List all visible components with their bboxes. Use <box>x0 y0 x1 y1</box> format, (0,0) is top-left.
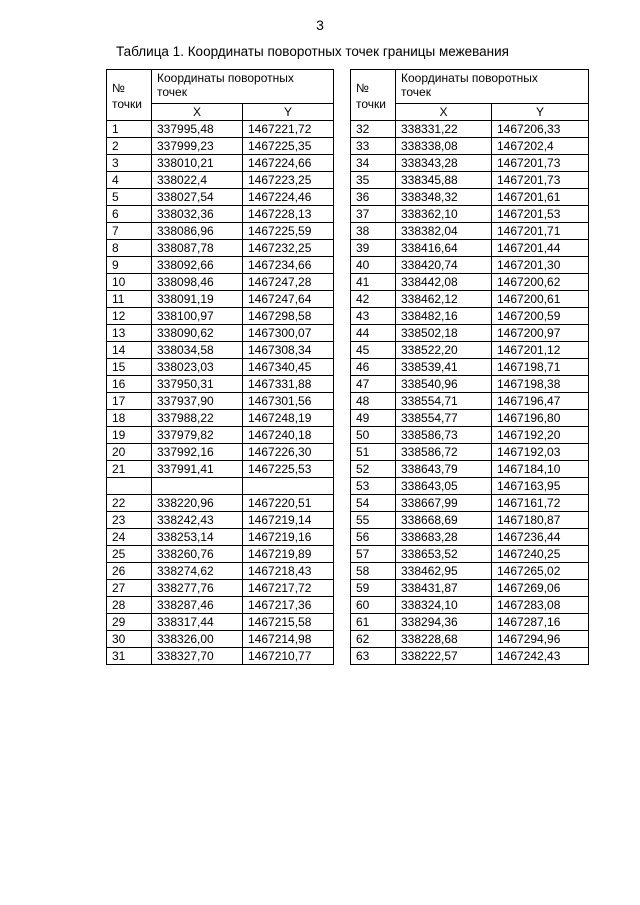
y-coordinate-cell: 1467200,59 <box>492 308 589 325</box>
y-coordinate-cell: 1467247,64 <box>243 291 334 308</box>
point-number-cell: 51 <box>351 444 396 461</box>
table-row <box>107 376 334 393</box>
point-number-cell: 29 <box>107 614 152 631</box>
header-point-number <box>351 70 396 121</box>
y-coordinate-cell: 1467219,89 <box>243 546 334 563</box>
y-coordinate-cell: 1467201,44 <box>492 240 589 257</box>
x-coordinate-cell: 338331,22 <box>396 121 492 138</box>
point-number-cell: 38 <box>351 223 396 240</box>
table-row <box>351 342 589 359</box>
y-coordinate-cell: 1467228,13 <box>243 206 334 223</box>
point-number-cell: 56 <box>351 529 396 546</box>
header-point-number <box>107 70 152 121</box>
y-coordinate-cell: 1467300,07 <box>243 325 334 342</box>
x-coordinate-cell: 338442,08 <box>396 274 492 291</box>
table-row <box>351 580 589 597</box>
point-number-cell: 24 <box>107 529 152 546</box>
point-number-cell: 42 <box>351 291 396 308</box>
y-coordinate-cell: 1467198,71 <box>492 359 589 376</box>
point-number-cell: 54 <box>351 495 396 512</box>
table-row <box>107 614 334 631</box>
x-coordinate-cell: 338586,73 <box>396 427 492 444</box>
table-row <box>107 410 334 427</box>
x-coordinate-cell: 338540,96 <box>396 376 492 393</box>
point-number-cell: 13 <box>107 325 152 342</box>
x-coordinate-cell: 338090,62 <box>152 325 243 342</box>
x-coordinate-cell: 338098,46 <box>152 274 243 291</box>
x-coordinate-cell: 338023,03 <box>152 359 243 376</box>
x-coordinate-cell: 338277,76 <box>152 580 243 597</box>
x-coordinate-cell: 338324,10 <box>396 597 492 614</box>
x-coordinate-cell: 338010,21 <box>152 155 243 172</box>
table-row <box>351 274 589 291</box>
header-point-word: точки <box>112 97 142 111</box>
x-coordinate-cell: 338586,72 <box>396 444 492 461</box>
table-row <box>351 427 589 444</box>
point-number-cell: 3 <box>107 155 152 172</box>
point-number-cell: 58 <box>351 563 396 580</box>
x-coordinate-cell: 337992,16 <box>152 444 243 461</box>
y-coordinate-cell: 1467287,16 <box>492 614 589 631</box>
point-number-cell: 26 <box>107 563 152 580</box>
table-row <box>107 461 334 478</box>
x-coordinate-cell: 338643,05 <box>396 478 492 495</box>
point-number-cell: 55 <box>351 512 396 529</box>
y-coordinate-cell: 1467201,73 <box>492 155 589 172</box>
y-coordinate-cell: 1467215,58 <box>243 614 334 631</box>
table-row <box>107 478 334 495</box>
coordinates-table-left <box>106 69 334 665</box>
point-number-cell: 57 <box>351 546 396 563</box>
point-number-cell: 6 <box>107 206 152 223</box>
x-coordinate-cell: 337979,82 <box>152 427 243 444</box>
point-number-cell: 35 <box>351 172 396 189</box>
x-coordinate-cell: 338228,68 <box>396 631 492 648</box>
table-row <box>351 359 589 376</box>
y-coordinate-cell: 1467223,25 <box>243 172 334 189</box>
x-coordinate-cell: 338462,12 <box>396 291 492 308</box>
y-coordinate-cell: 1467240,25 <box>492 546 589 563</box>
table-row <box>107 563 334 580</box>
y-coordinate-cell <box>243 478 334 495</box>
table-row <box>351 495 589 512</box>
x-coordinate-cell: 338643,79 <box>396 461 492 478</box>
coordinates-table-right <box>350 69 589 665</box>
y-coordinate-cell: 1467221,72 <box>243 121 334 138</box>
point-number-cell: 14 <box>107 342 152 359</box>
x-coordinate-cell: 338362,10 <box>396 206 492 223</box>
table-row <box>351 376 589 393</box>
y-coordinate-cell: 1467196,47 <box>492 393 589 410</box>
table-row <box>351 206 589 223</box>
x-coordinate-cell: 338220,96 <box>152 495 243 512</box>
table-row <box>351 291 589 308</box>
point-number-cell: 39 <box>351 240 396 257</box>
table-row <box>107 597 334 614</box>
x-coordinate-cell: 338100,97 <box>152 308 243 325</box>
y-coordinate-cell: 1467242,43 <box>492 648 589 665</box>
point-number-cell: 17 <box>107 393 152 410</box>
table-row <box>351 546 589 563</box>
point-number-cell: 28 <box>107 597 152 614</box>
y-coordinate-cell: 1467163,95 <box>492 478 589 495</box>
table-row <box>351 393 589 410</box>
x-coordinate-cell: 338653,52 <box>396 546 492 563</box>
header-y: Y <box>492 104 589 121</box>
table-row <box>107 648 334 665</box>
x-coordinate-cell: 338022,4 <box>152 172 243 189</box>
y-coordinate-cell: 1467200,97 <box>492 325 589 342</box>
y-coordinate-cell: 1467210,77 <box>243 648 334 665</box>
y-coordinate-cell: 1467214,98 <box>243 631 334 648</box>
x-coordinate-cell: 338345,88 <box>396 172 492 189</box>
point-number-cell: 48 <box>351 393 396 410</box>
y-coordinate-cell: 1467220,51 <box>243 495 334 512</box>
point-number-cell: 23 <box>107 512 152 529</box>
point-number-cell: 34 <box>351 155 396 172</box>
y-coordinate-cell: 1467225,59 <box>243 223 334 240</box>
x-coordinate-cell: 338522,20 <box>396 342 492 359</box>
table-row <box>351 172 589 189</box>
table-row <box>107 393 334 410</box>
table-row <box>107 121 334 138</box>
y-coordinate-cell: 1467269,06 <box>492 580 589 597</box>
point-number-cell: 37 <box>351 206 396 223</box>
x-coordinate-cell: 338091,19 <box>152 291 243 308</box>
x-coordinate-cell: 338554,77 <box>396 410 492 427</box>
table-row <box>351 478 589 495</box>
point-number-cell: 49 <box>351 410 396 427</box>
table-row <box>107 223 334 240</box>
table-row <box>107 342 334 359</box>
x-coordinate-cell: 338482,16 <box>396 308 492 325</box>
x-coordinate-cell: 338260,76 <box>152 546 243 563</box>
y-coordinate-cell: 1467184,10 <box>492 461 589 478</box>
y-coordinate-cell: 1467192,20 <box>492 427 589 444</box>
point-number-cell: 2 <box>107 138 152 155</box>
point-number-cell: 10 <box>107 274 152 291</box>
table-row <box>107 155 334 172</box>
point-number-cell: 4 <box>107 172 152 189</box>
y-coordinate-cell: 1467192,03 <box>492 444 589 461</box>
x-coordinate-cell: 337950,31 <box>152 376 243 393</box>
table-row <box>107 325 334 342</box>
table-row <box>351 240 589 257</box>
point-number-cell: 44 <box>351 325 396 342</box>
y-coordinate-cell: 1467265,02 <box>492 563 589 580</box>
table-row <box>351 597 589 614</box>
table-row <box>107 138 334 155</box>
x-coordinate-cell: 338431,87 <box>396 580 492 597</box>
x-coordinate-cell: 338668,69 <box>396 512 492 529</box>
x-coordinate-cell: 337991,41 <box>152 461 243 478</box>
table-body-left <box>107 121 334 665</box>
y-coordinate-cell: 1467200,62 <box>492 274 589 291</box>
table-row <box>107 631 334 648</box>
table-row <box>107 546 334 563</box>
table-row <box>351 223 589 240</box>
y-coordinate-cell: 1467226,30 <box>243 444 334 461</box>
y-coordinate-cell: 1467201,61 <box>492 189 589 206</box>
x-coordinate-cell: 337937,90 <box>152 393 243 410</box>
x-coordinate-cell: 337988,22 <box>152 410 243 427</box>
table-row <box>351 257 589 274</box>
x-coordinate-cell: 338416,64 <box>396 240 492 257</box>
point-number-cell: 19 <box>107 427 152 444</box>
point-number-cell: 18 <box>107 410 152 427</box>
table-row <box>107 495 334 512</box>
point-number-cell: 61 <box>351 614 396 631</box>
x-coordinate-cell: 338086,96 <box>152 223 243 240</box>
y-coordinate-cell: 1467202,4 <box>492 138 589 155</box>
table-row <box>351 189 589 206</box>
point-number-cell: 31 <box>107 648 152 665</box>
point-number-cell: 30 <box>107 631 152 648</box>
point-number-cell <box>107 478 152 495</box>
x-coordinate-cell: 338087,78 <box>152 240 243 257</box>
y-coordinate-cell: 1467196,80 <box>492 410 589 427</box>
table-row <box>351 529 589 546</box>
y-coordinate-cell: 1467198,38 <box>492 376 589 393</box>
x-coordinate-cell: 338462,95 <box>396 563 492 580</box>
x-coordinate-cell: 338338,08 <box>396 138 492 155</box>
x-coordinate-cell: 338502,18 <box>396 325 492 342</box>
table-row <box>351 138 589 155</box>
y-coordinate-cell: 1467201,73 <box>492 172 589 189</box>
y-coordinate-cell: 1467247,28 <box>243 274 334 291</box>
point-number-cell: 53 <box>351 478 396 495</box>
point-number-cell: 52 <box>351 461 396 478</box>
point-number-cell: 1 <box>107 121 152 138</box>
header-point-word: точки <box>356 97 386 111</box>
x-coordinate-cell: 338539,41 <box>396 359 492 376</box>
y-coordinate-cell: 1467240,18 <box>243 427 334 444</box>
x-coordinate-cell: 338294,36 <box>396 614 492 631</box>
x-coordinate-cell: 338317,44 <box>152 614 243 631</box>
header-coordinates: Координаты поворотных точек <box>152 70 334 104</box>
y-coordinate-cell: 1467248,19 <box>243 410 334 427</box>
header-x: X <box>396 104 492 121</box>
x-coordinate-cell: 338382,04 <box>396 223 492 240</box>
y-coordinate-cell: 1467225,53 <box>243 461 334 478</box>
header-x: X <box>152 104 243 121</box>
point-number-cell: 5 <box>107 189 152 206</box>
point-number-cell: 43 <box>351 308 396 325</box>
point-number-cell: 32 <box>351 121 396 138</box>
point-number-cell: 60 <box>351 597 396 614</box>
x-coordinate-cell: 338242,43 <box>152 512 243 529</box>
table-row <box>107 291 334 308</box>
y-coordinate-cell: 1467225,35 <box>243 138 334 155</box>
x-coordinate-cell: 337999,23 <box>152 138 243 155</box>
y-coordinate-cell: 1467180,87 <box>492 512 589 529</box>
x-coordinate-cell: 338667,99 <box>396 495 492 512</box>
table-row <box>107 257 334 274</box>
page-number: 3 <box>316 17 324 33</box>
y-coordinate-cell: 1467206,33 <box>492 121 589 138</box>
x-coordinate-cell: 338554,71 <box>396 393 492 410</box>
y-coordinate-cell: 1467294,96 <box>492 631 589 648</box>
table-title: Таблица 1. Координаты поворотных точек границы межевания <box>116 44 509 59</box>
y-coordinate-cell: 1467161,72 <box>492 495 589 512</box>
x-coordinate-cell: 338034,58 <box>152 342 243 359</box>
point-number-cell: 25 <box>107 546 152 563</box>
point-number-cell: 22 <box>107 495 152 512</box>
point-number-cell: 15 <box>107 359 152 376</box>
y-coordinate-cell: 1467217,36 <box>243 597 334 614</box>
point-number-cell: 62 <box>351 631 396 648</box>
x-coordinate-cell <box>152 478 243 495</box>
y-coordinate-cell: 1467308,34 <box>243 342 334 359</box>
y-coordinate-cell: 1467224,66 <box>243 155 334 172</box>
y-coordinate-cell: 1467201,53 <box>492 206 589 223</box>
y-coordinate-cell: 1467219,14 <box>243 512 334 529</box>
table-row <box>107 580 334 597</box>
point-number-cell: 59 <box>351 580 396 597</box>
table-row <box>351 410 589 427</box>
y-coordinate-cell: 1467201,30 <box>492 257 589 274</box>
x-coordinate-cell: 338326,00 <box>152 631 243 648</box>
table-row <box>107 427 334 444</box>
table-row <box>351 512 589 529</box>
point-number-cell: 45 <box>351 342 396 359</box>
point-number-cell: 27 <box>107 580 152 597</box>
x-coordinate-cell: 338222,57 <box>396 648 492 665</box>
point-number-cell: 40 <box>351 257 396 274</box>
y-coordinate-cell: 1467301,56 <box>243 393 334 410</box>
y-coordinate-cell: 1467217,72 <box>243 580 334 597</box>
x-coordinate-cell: 338092,66 <box>152 257 243 274</box>
table-row <box>107 206 334 223</box>
table-row <box>107 189 334 206</box>
table-row <box>107 529 334 546</box>
point-number-cell: 21 <box>107 461 152 478</box>
table-row <box>351 631 589 648</box>
y-coordinate-cell: 1467234,66 <box>243 257 334 274</box>
x-coordinate-cell: 338420,74 <box>396 257 492 274</box>
x-coordinate-cell: 338032,36 <box>152 206 243 223</box>
y-coordinate-cell: 1467298,58 <box>243 308 334 325</box>
y-coordinate-cell: 1467224,46 <box>243 189 334 206</box>
x-coordinate-cell: 338287,46 <box>152 597 243 614</box>
point-number-cell: 11 <box>107 291 152 308</box>
table-row <box>351 648 589 665</box>
x-coordinate-cell: 337995,48 <box>152 121 243 138</box>
y-coordinate-cell: 1467201,71 <box>492 223 589 240</box>
table-row <box>351 121 589 138</box>
point-number-cell: 9 <box>107 257 152 274</box>
header-number-sign: № <box>112 81 125 95</box>
x-coordinate-cell: 338348,32 <box>396 189 492 206</box>
point-number-cell: 36 <box>351 189 396 206</box>
point-number-cell: 47 <box>351 376 396 393</box>
table-row <box>107 274 334 291</box>
table-row <box>107 512 334 529</box>
y-coordinate-cell: 1467218,43 <box>243 563 334 580</box>
table-row <box>351 155 589 172</box>
y-coordinate-cell: 1467283,08 <box>492 597 589 614</box>
y-coordinate-cell: 1467232,25 <box>243 240 334 257</box>
x-coordinate-cell: 338274,62 <box>152 563 243 580</box>
y-coordinate-cell: 1467331,88 <box>243 376 334 393</box>
header-coordinates: Координаты поворотных точек <box>396 70 589 104</box>
y-coordinate-cell: 1467236,44 <box>492 529 589 546</box>
x-coordinate-cell: 338343,28 <box>396 155 492 172</box>
y-coordinate-cell: 1467201,12 <box>492 342 589 359</box>
table-row <box>351 563 589 580</box>
table-row <box>351 444 589 461</box>
table-row <box>107 240 334 257</box>
table-body-right <box>351 121 589 665</box>
table-row <box>351 308 589 325</box>
header-number-sign: № <box>356 81 369 95</box>
x-coordinate-cell: 338027,54 <box>152 189 243 206</box>
table-row <box>107 308 334 325</box>
point-number-cell: 46 <box>351 359 396 376</box>
table-row <box>107 359 334 376</box>
x-coordinate-cell: 338683,28 <box>396 529 492 546</box>
table-row <box>351 614 589 631</box>
x-coordinate-cell: 338253,14 <box>152 529 243 546</box>
point-number-cell: 41 <box>351 274 396 291</box>
point-number-cell: 33 <box>351 138 396 155</box>
header-y: Y <box>243 104 334 121</box>
table-row <box>107 444 334 461</box>
table-row <box>351 461 589 478</box>
point-number-cell: 12 <box>107 308 152 325</box>
table-row <box>351 325 589 342</box>
point-number-cell: 16 <box>107 376 152 393</box>
point-number-cell: 20 <box>107 444 152 461</box>
point-number-cell: 8 <box>107 240 152 257</box>
x-coordinate-cell: 338327,70 <box>152 648 243 665</box>
table-row <box>107 172 334 189</box>
y-coordinate-cell: 1467340,45 <box>243 359 334 376</box>
point-number-cell: 7 <box>107 223 152 240</box>
y-coordinate-cell: 1467219,16 <box>243 529 334 546</box>
point-number-cell: 50 <box>351 427 396 444</box>
y-coordinate-cell: 1467200,61 <box>492 291 589 308</box>
point-number-cell: 63 <box>351 648 396 665</box>
